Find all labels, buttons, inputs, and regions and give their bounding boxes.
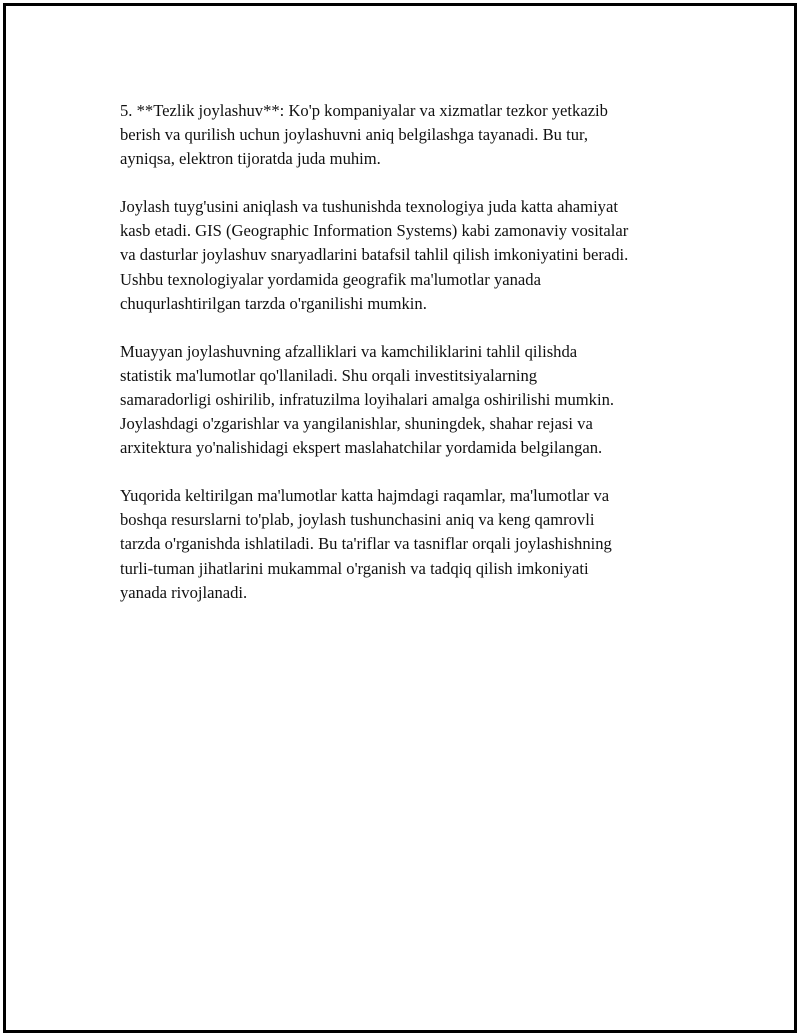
text-line: statistik ma'lumotlar qo'llaniladi. Shu orqali investitsiyalarning (120, 365, 538, 385)
text-line: Muayyan joylashuvning afzalliklari va kamchiliklarini tahlil qilishda (120, 341, 578, 361)
text-line: berish va qurilish uchun joylashuvni aniq belgilashga tayanadi. Bu tur, (120, 125, 589, 145)
text-line: yanada rivojlanadi. (120, 582, 248, 602)
text-line: kasb etadi. GIS (Geographic Information Systems) kabi zamonaviy vositalar (120, 221, 629, 241)
text-line: turli-tuman jihatlarini mukammal o'rganish va tadqiq qilish imkoniyati (120, 558, 589, 578)
paragraph-technology (120, 195, 700, 315)
text-line: boshqa resurslarni to'plab, joylash tushunchasini aniq va keng qamrovli (120, 510, 595, 530)
text-line: 5. **Tezlik joylashuv**: Ko'p kompaniyalar va xizmatlar tezkor yetkazib (120, 101, 608, 120)
paragraph-statistics (120, 340, 700, 460)
text-line: tarzda o'rganishda ishlatiladi. Bu ta'riflar va tasniflar orqali joylashishning (120, 534, 612, 554)
text-line: Joylash tuyg'usini aniqlash va tushunishda texnologiya juda katta ahamiyat (120, 197, 618, 217)
paragraph-delivery-location (120, 99, 700, 171)
text-line: va dasturlar joylashuv snaryadlarini batafsil tahlil qilish imkoniyatini beradi. (120, 245, 629, 265)
text-line: ayniqsa, elektron tijoratda juda muhim. (120, 149, 381, 169)
document-body (120, 99, 700, 629)
text-line: Ushbu texnologiyalar yordamida geografik ma'lumotlar yanada (120, 269, 541, 289)
page-border (3, 3, 797, 1033)
text-line: chuqurlashtirilgan tarzda o'rganilishi mumkin. (120, 293, 427, 313)
paragraph-conclusion (120, 484, 700, 604)
text-line: Joylashdagi o'zgarishlar va yangilanishlar, shuningdek, shahar rejasi va (120, 414, 593, 434)
text-line: arxitektura yo'nalishidagi ekspert maslahatchilar yordamida belgilangan. (120, 438, 603, 458)
text-line: Yuqorida keltirilgan ma'lumotlar katta hajmdagi raqamlar, ma'lumotlar va (120, 486, 610, 506)
text-line: samaradorligi oshirilib, infratuzilma loyihalari amalga oshirilishi mumkin. (120, 389, 615, 409)
